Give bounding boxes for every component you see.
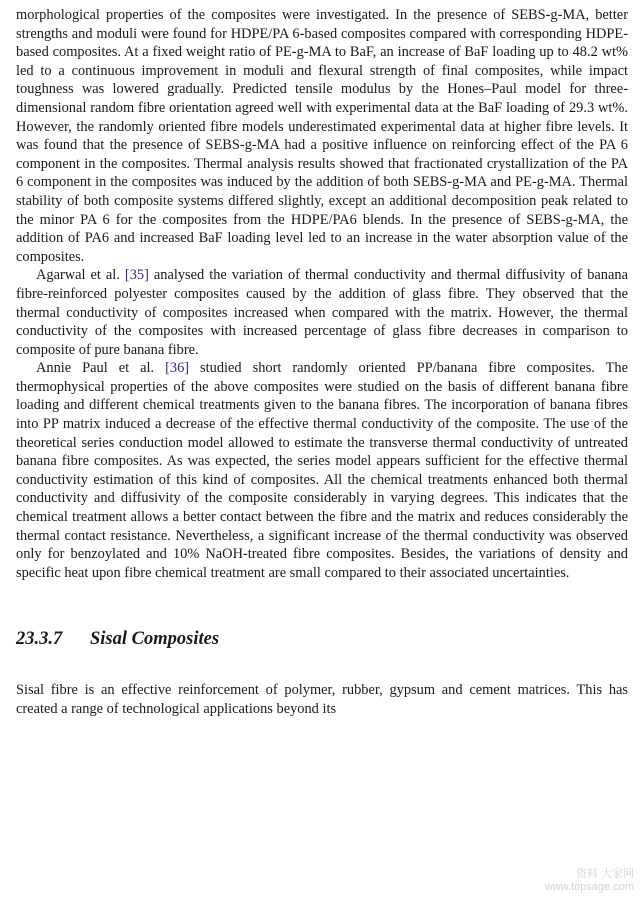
citation-link-35[interactable]: [35] [124, 267, 149, 284]
paragraph-agarwal-body: analysed the variation of thermal conductivity and thermal diffusivity of banana fibre-reinforced polyester composites caused by the addition of glass fibre. They observed that the thermal conductivity of composites increased when compared with the matrix. However, the thermal conductivity of the composites with increased percentage of glass fibre decreases in comparison to composite of pure banana fibre. [16, 267, 628, 358]
paragraph-agarwal [16, 266, 628, 359]
site-watermark [545, 868, 634, 894]
paragraph-annie-paul [16, 359, 628, 582]
watermark-line-2: www.topsage.com [544, 881, 634, 893]
paragraph-annie-paul-body: studied short randomly oriented PP/banana fibre composites. The thermophysical properties of the above composites were studied on the basis of different banana fibre loading and different chemical treatments given to the banana fibres. The incorporation of banana fibres into PP matrix induced a decrease of the effective thermal conductivity of the composite. The use of the theoretical series conduction model allowed to estimate the transverse thermal conductivity of untreated banana fibre composites. As was expected, the series model appears sufficient for the effective thermal conductivity estimation of this kind of composites. All the chemical treatments enhanced both thermal conductivity and diffusivity of the composite considerably in varying degrees. This indicates that the chemical treatment allows a better contact between the fibre and the matrix and reduces considerably the thermal contact resistance. Nevertheless, a significant increase of the thermal conductivity was observed only for benzoylated and 10% NaOH-treated fibre composites. Besides, the variations of density and specific heat upon fibre chemical treatment are small compared to their associated uncertainties. [16, 360, 628, 581]
paragraph-annie-paul-lead: Annie Paul et al. [36, 360, 166, 377]
section-heading [16, 627, 628, 651]
paragraph-sisal-fibre: Sisal fibre is an effective reinforcement of polymer, rubber, gypsum and cement matrices. This has created a range of technological applications beyond its [16, 682, 628, 717]
citation-link-36[interactable]: [36] [165, 360, 190, 377]
paragraph-morphological-properties: morphological properties of the composites were investigated. In the presence of SEBS-g-MA, better strengths and moduli were found for HDPE/PA 6-based composites compared with corresponding HDPE-based composites. At a fixed weight ratio of PE-g-MA to BaF, an increase of BaF loading up to 48.2 wt% led to a continuous improvement in moduli and flexural strength of final composites, while impact toughness was lowered gradually. Predicted tensile modulus by the Hones–Paul model for three-dimensional random fibre orientation agreed well with experimental data at the BaF loading of 29.3 wt%. However, the randomly oriented fibre models underestimated experimental data at higher fibre levels. It was found that the presence of SEBS-g-MA had a positive influence on reinforcing effect of the PA 6 component in the composites. Thermal analysis results showed that fractionated crystallization of the PA 6 component in the composites was induced by the addition of both SEBS-g-MA and PE-g-MA. Thermal stability of both composite systems differed slightly, except an additional decomposition peak related to the minor PA 6 for the composites from the HDPE/PA6 blends. In the presence of SEBS-g-MA, the addition of PA6 and increased BaF loading level led to an increase in the water absorption value of the composites. [16, 7, 628, 265]
section-title: Sisal Composites [90, 629, 220, 650]
section-number: 23.3.7 [16, 629, 63, 650]
paragraph-agarwal-lead: Agarwal et al. [36, 267, 125, 284]
watermark-line-1: 资料 大家网 [575, 868, 634, 880]
